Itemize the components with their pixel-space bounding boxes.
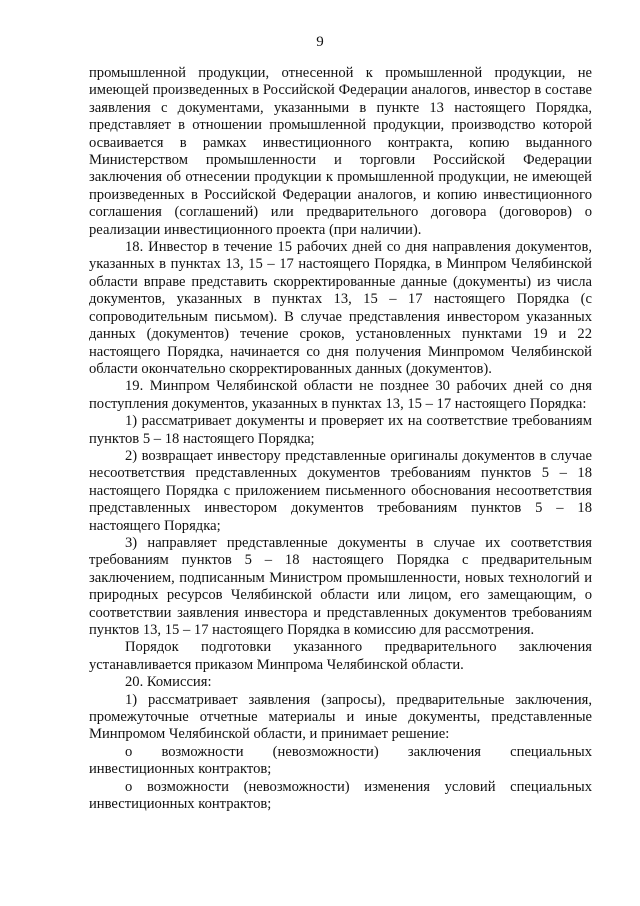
paragraph: 19. Минпром Челябинской области не позднее 30 рабочих дней со дня поступления документов, указанных в пунктах 13, 15 – 17 настоящего Порядка: [89,378,592,412]
paragraph: 20. Комиссия: [125,674,212,691]
paragraph: о возможности (невозможности) заключения специальных инвестиционных контрактов; [89,743,592,778]
document-body [89,65,592,813]
paragraph: 2) возвращает инвестору представленные оригиналы документов в случае несоответствия представленных документов требованиям пунктов 5 – 18 настоящего Порядка с приложением письменного обоснования несоответствия представленных инвестором документов требованиям пунктов 5 – 18 настоящего Порядка; [89,447,592,534]
paragraph: 18. Инвестор в течение 15 рабочих дней со дня направления документов, указанных в пунктах 13, 15 – 17 настоящего Порядка, в Минпром Челябинской области вправе представить скорректированные данные (документы) из числа документов, указанных в пунктах 13, 15 – 17 настоящего Порядка (с сопроводительным письмом). В случае представления инвестором указанных данных (документов) течение сроков, установленных пунктами 19 и 22 настоящего Порядка, начинается со дня получения Минпромом Челябинской области окончательно скорректированных данных (документов). [89,239,592,377]
paragraph: 1) рассматривает документы и проверяет их на соответствие требованиям пунктов 5 – 18 настоящего Порядка; [89,413,592,447]
paragraph: о возможности (невозможности) изменения условий специальных инвестиционных контрактов; [89,778,592,813]
page-number: 9 [316,34,324,50]
paragraph: 1) рассматривает заявления (запросы), предварительные заключения, промежуточные отчетные материалы и иные документы, представленные Минпромом Челябинской области, и принимает решение: [89,691,592,743]
paragraph: промышленной продукции, отнесенной к промышленной продукции, не имеющей произведенных в Российской Федерации аналогов, инвестор в составе заявления с документами, указанными в пункте 13 настоящего Порядка, представляет в отношении промышленной продукции, производство которой осваивается в рамках инвестиционного контракта, копию выданного Министерством промышленности и торговли Российской Федерации заключения об отнесении продукции к промышленной продукции, не имеющей произведенных в Российской Федерации аналогов, и копию инвестиционного соглашения (соглашений) или предварительного договора (договоров) о реализации инвестиционного проекта (при наличии). [89,65,592,238]
paragraph: Порядок подготовки указанного предварительного заключения устанавливается приказом Минпрома Челябинской области. [89,639,592,673]
paragraph: 3) направляет представленные документы в случае их соответствия требованиям пунктов 5 – 18 настоящего Порядка с предварительным заключением, подписанным Министром промышленности, новых технологий и природных ресурсов Челябинской области или лицом, его замещающим, о соответствии заявления инвестора и представленных документов требованиям пунктов 13, 15 – 17 настоящего Порядка в комиссию для рассмотрения. [89,534,592,638]
